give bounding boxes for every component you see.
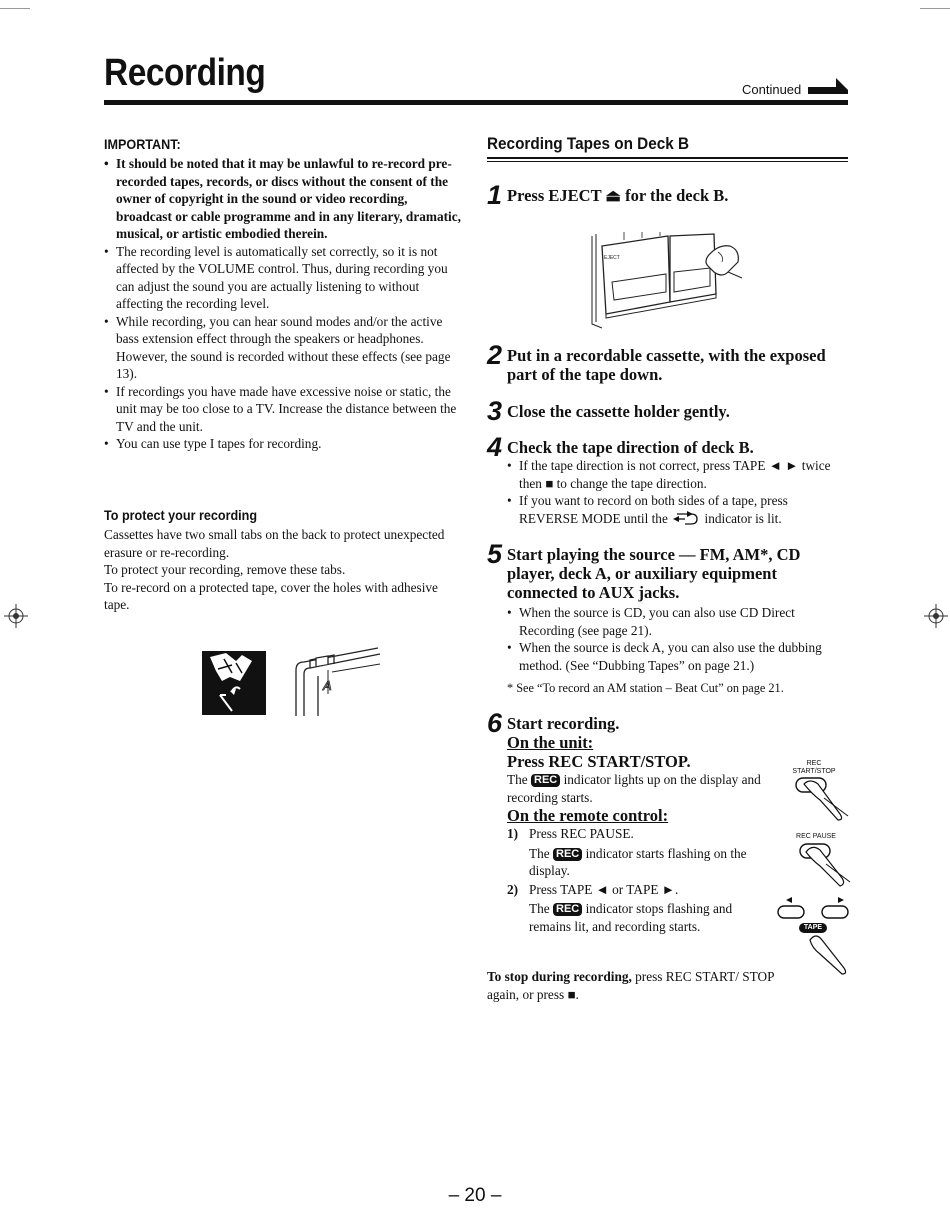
step-bullet: • When the source is deck A, you can also use the dubbing method. (See “Dubbing Tapes” on page 21.) — [507, 639, 849, 674]
page-number: – 20 – — [448, 1185, 502, 1206]
step-text: Close the cassette holder gently. — [507, 402, 730, 421]
step-number: 5 — [487, 539, 503, 569]
step-text: Start recording. — [507, 714, 620, 733]
step-bullet: • When the source is CD, you can also use CD Direct Recording (see page 21). — [507, 604, 849, 639]
step-bullet — [507, 492, 849, 527]
rec-indicator-badge: REC — [553, 903, 582, 916]
rec-pause-label: REC PAUSE — [796, 833, 836, 840]
important-bullet: • You can use type I tapes for recording. — [104, 435, 464, 453]
step-bullet-text: indicator is lit. — [704, 510, 782, 526]
deck-eject-illustration — [582, 232, 744, 332]
rec-indicator-badge: REC — [531, 774, 560, 787]
protect-line: Cassettes have two small tabs on the back to protect unexpected erasure or re-recording. — [104, 527, 445, 560]
eject-label: EJECT — [604, 255, 620, 261]
step-number: 6 — [487, 708, 503, 738]
stop-note-text: press REC START/ STOP again, or press ■. — [487, 969, 775, 1002]
remote-step-number: 1) — [507, 826, 519, 841]
step-number: 1 — [487, 180, 503, 210]
cassette-tab-removal-illustration — [202, 651, 266, 715]
stop-note — [487, 968, 787, 1003]
remote-step-1 — [507, 825, 769, 880]
protect-line: To re-record on a protected tape, cover the holes with adhesive tape. — [104, 579, 438, 612]
tab-letter: A — [323, 678, 332, 693]
step-text: Check the tape direction of deck B. — [507, 438, 754, 457]
remote-step-desc: indicator stops flashing and remains lit, and recording starts. — [529, 901, 733, 934]
step-text: Put in a recordable cassette, with the exposed part of the tape down. — [507, 346, 826, 384]
step-3 — [487, 396, 849, 426]
step-1 — [487, 180, 849, 210]
step-text: Start playing the source — FM, AM*, CD player, deck A, or auxiliary equipment connected to AUX jacks. — [507, 545, 801, 602]
protect-body — [104, 526, 464, 614]
tape-left-icon — [786, 897, 792, 903]
rec-start-stop-label — [792, 760, 836, 776]
label-line: REC — [806, 760, 822, 767]
unit-desc: The — [507, 772, 528, 787]
step-bullet: • If the tape direction is not correct, press TAPE ◄ ► twice then ■ to change the tape direction. — [507, 457, 849, 492]
important-heading: IMPORTANT: — [104, 136, 181, 152]
remote-step-desc: indicator starts flashing on the display. — [529, 845, 747, 878]
important-bullet: • It should be noted that it may be unlawful to re-record pre-recorded tapes, records, or discs without the consent of the owner of copyright in the sound or video recording, broadcast or cable programme and in any literary, dramatic, musical, or artistic embodied therein. — [104, 155, 464, 243]
remote-step-desc: The — [529, 901, 550, 916]
step-bullet-text: If you want to record on both sides of a tape, press REVERSE MODE until the — [519, 493, 788, 526]
step-2 — [487, 340, 849, 384]
remote-step-number: 2) — [507, 881, 519, 897]
on-unit-heading: On the unit: — [507, 733, 594, 752]
section-rule — [487, 157, 848, 159]
rec-pause-button-illustration — [798, 842, 852, 888]
step-number: 2 — [487, 340, 503, 370]
tape-buttons-illustration — [776, 896, 852, 976]
on-remote-heading: On the remote control: — [507, 806, 669, 825]
unit-desc: indicator lights up on the display and recording starts. — [507, 772, 761, 805]
step-text: Press EJECT ⏏ for the deck B. — [507, 186, 729, 205]
remote-step-text: Press REC PAUSE. — [529, 826, 634, 841]
press-rec-instruction: Press REC START/STOP. — [507, 752, 691, 771]
continued-label: Continued — [742, 82, 802, 97]
protect-line: To protect your recording, remove these tabs. — [104, 562, 346, 577]
rec-indicator-badge: REC — [553, 848, 582, 861]
important-bullet: • If recordings you have made have excessive noise or static, the unit may be too close to a TV. Increase the distance between the TV and the unit. — [104, 383, 464, 436]
step-number: 4 — [487, 432, 503, 462]
title-rule — [104, 100, 848, 105]
important-bullet: • The recording level is automatically set correctly, so it is not affected by the VOLUME control. Thus, during recording you can adjust the sound you are actually listening to without affecting the recording level. — [104, 243, 464, 313]
cassette-tab-illustration — [292, 642, 384, 718]
reverse-mode-icon — [671, 510, 701, 526]
step-4 — [487, 432, 849, 527]
crop-mark — [920, 8, 950, 9]
page-title: Recording — [104, 52, 266, 94]
label-line: START/STOP — [792, 768, 836, 775]
remote-step-2 — [507, 881, 769, 936]
step-5 — [487, 539, 849, 696]
step-number: 3 — [487, 396, 503, 426]
section-rule — [487, 161, 848, 162]
important-bullet: • While recording, you can hear sound modes and/or the active bass extension effect through the speakers or headphones. However, the sound is recorded without these effects (see page 13). — [104, 313, 464, 383]
tape-right-icon — [838, 897, 844, 903]
remote-step-desc: The — [529, 845, 550, 861]
rec-start-stop-button-illustration — [794, 776, 850, 822]
section-heading: Recording Tapes on Deck B — [487, 134, 690, 153]
registration-mark-icon — [924, 604, 948, 628]
remote-step-text: Press TAPE ◄ or TAPE ►. — [529, 881, 679, 897]
crop-mark — [0, 8, 30, 9]
tape-label: TAPE — [803, 924, 823, 931]
registration-mark-icon — [4, 604, 28, 628]
footnote: * See “To record an AM station – Beat Cut” on page 21. — [507, 681, 784, 695]
protect-heading: To protect your recording — [104, 507, 258, 523]
important-list — [104, 155, 464, 453]
arrow-right-icon — [808, 78, 848, 96]
stop-note-bold: To stop during recording, — [487, 969, 632, 984]
